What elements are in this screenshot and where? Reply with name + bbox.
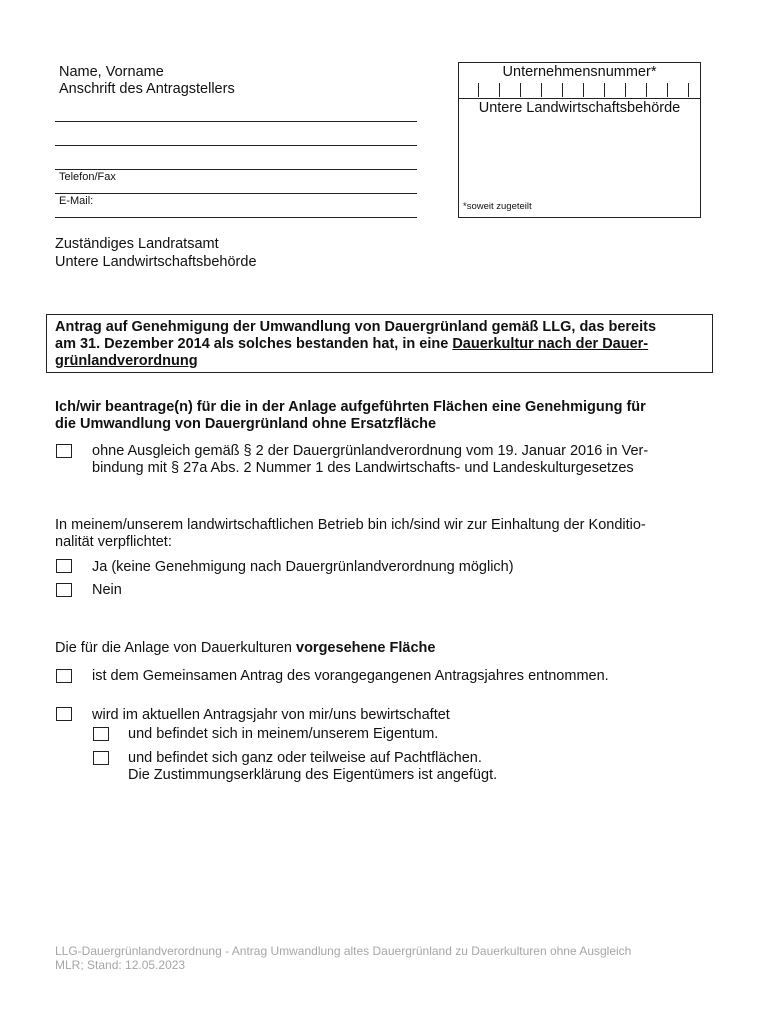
title-line-1: Antrag auf Genehmigung der Umwandlung von Dauergrünland gemäß LLG, das bereits — [55, 319, 657, 335]
conditionality-intro-1: In meinem/unserem landwirtschaftlichen Betrieb bin ich/sind wir zur Einhaltung der Konditio- — [55, 517, 646, 533]
area-intro: Die für die Anlage von Dauerkulturen vorgesehene Fläche — [55, 640, 436, 656]
footnote: *soweit zugeteilt — [463, 201, 532, 212]
email-line[interactable] — [55, 217, 417, 218]
title-box — [46, 314, 713, 373]
recipient-line-1: Zuständiges Landratsamt — [55, 236, 219, 252]
email-label: E-Mail: — [59, 195, 94, 207]
option-without-compensation-line-2: bindung mit § 27a Abs. 2 Nummer 1 des Landwirtschafts- und Landeskulturgesetzes — [92, 460, 634, 476]
address-line-1[interactable] — [55, 121, 417, 122]
company-number-box — [458, 62, 701, 218]
checkbox-leased-land[interactable] — [93, 751, 109, 765]
checkbox-own-property[interactable] — [93, 727, 109, 741]
option-yes-label: Ja (keine Genehmigung nach Dauergrünlandverordnung möglich) — [92, 559, 514, 575]
option-own-property-label: und befindet sich in meinem/unserem Eigentum. — [128, 726, 439, 742]
phone-label: Telefon/Fax — [59, 171, 116, 183]
authority-label: Untere Landwirtschaftsbehörde — [478, 100, 681, 116]
option-previous-year-label: ist dem Gemeinsamen Antrag des vorangegangenen Antragsjahres entnommen. — [92, 668, 609, 684]
option-current-year-label: wird im aktuellen Antragsjahr von mir/uns bewirtschaftet — [92, 707, 450, 723]
footer-line-1: LLG-Dauergrünlandverordnung - Antrag Umwandlung altes Dauergrünland zu Dauerkulturen ohne Ausgleich — [55, 944, 632, 958]
checkbox-yes[interactable] — [56, 559, 72, 573]
conditionality-intro-2: nalität verpflichtet: — [55, 534, 172, 550]
section1-heading-1: Ich/wir beantrage(n) für die in der Anlage aufgeführten Flächen eine Genehmigung für — [55, 399, 646, 415]
title-line-2: am 31. Dezember 2014 als solches bestanden hat, in eine Dauerkultur nach der Dauer- — [55, 336, 649, 352]
address-label: Anschrift des Antragstellers — [59, 81, 235, 97]
section1-heading-2: die Umwandlung von Dauergrünland ohne Ersatzfläche — [55, 416, 437, 432]
option-leased-land-line-2: Die Zustimmungserklärung des Eigentümers ist angefügt. — [128, 767, 498, 783]
title-line-3: grünlandverordnung — [55, 353, 198, 369]
footer-line-2: MLR; Stand: 12.05.2023 — [55, 958, 186, 972]
checkbox-without-compensation[interactable] — [56, 444, 72, 458]
name-label: Name, Vorname — [59, 64, 164, 80]
option-no-label: Nein — [92, 582, 122, 598]
recipient-line-2: Untere Landwirtschaftsbehörde — [55, 254, 257, 270]
checkbox-current-year[interactable] — [56, 707, 72, 721]
address-line-3[interactable] — [55, 169, 417, 170]
company-number-title: Unternehmensnummer* — [502, 64, 657, 80]
address-line-2[interactable] — [55, 145, 417, 146]
checkbox-no[interactable] — [56, 583, 72, 597]
option-leased-land-line-1: und befindet sich ganz oder teilweise auf Pachtflächen. — [128, 750, 482, 766]
option-without-compensation-line-1: ohne Ausgleich gemäß § 2 der Dauergrünlandverordnung vom 19. Januar 2016 in Ver- — [92, 443, 649, 459]
phone-line[interactable] — [55, 193, 417, 194]
checkbox-previous-year[interactable] — [56, 669, 72, 683]
